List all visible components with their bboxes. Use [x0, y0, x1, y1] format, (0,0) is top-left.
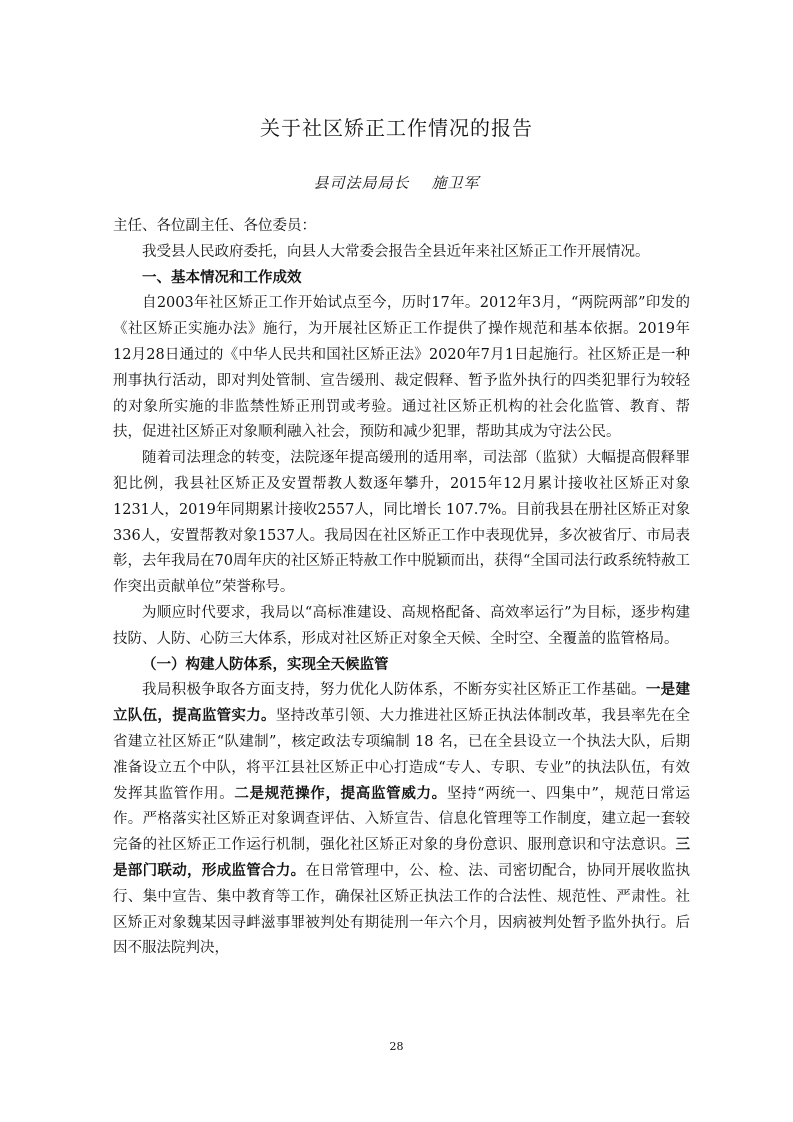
point-3-text: 在日常管理中，公、检、法、司密切配合，协同开展收监执行、集中宣告、集中教育等工作，确保社区矫正执法工作的合法性、规范性、严肃性。社区矫正对象魏某因寻衅滋事罪被判处有期徒刑一年六个月，因病被判处暂予监外执行。后因不服法院判决，	[113, 862, 691, 957]
point-1-text: 坚持改革引领、大力推进社区矫正执法体制改革，我县率先在全省建立社区矫正“队建制”，核定政法专项编制 18 名，已在全县设立一个执法大队，后期准备设立五个中队，将平江县社区矫正中心打造成“专人、专职、专业”的执法队伍，有效发挥其监管作用。	[113, 708, 690, 802]
report-title: 关于社区矫正工作情况的报告	[260, 116, 533, 140]
paragraph-measures	[113, 678, 690, 962]
author-name: 施卫军	[431, 174, 480, 192]
author-title: 县司法局局长	[313, 174, 410, 192]
paragraph-goals: 为顺应时代要求，我局以“高标准建设、高规格配备、高效率运行”为目标，逐步构建技防、人防、心防三大体系，形成对社区矫正对象全天候、全时空、全覆盖的监管格局。	[113, 604, 690, 647]
measures-intro: 我局积极争取各方面支持，努力优化人防体系，不断夯实社区矫正工作基础。	[142, 682, 646, 699]
salutation: 主任、各位副主任、各位委员：	[113, 218, 316, 234]
point-3-heading: 三是部门联动，形成监管合力。	[113, 837, 690, 879]
intro-paragraph: 我受县人民政府委托，向县人大常委会报告全县近年来社区矫正工作开展情况。	[142, 243, 650, 260]
paragraph-statistics: 随着司法理念的转变，法院逐年提高缓刑的适用率，司法部（监狱）大幅提高假释罪犯比例，我县社区矫正及安置帮教人数逐年攀升，2015年12月累计接收社区矫正对象1231人，2019年同期累计接收2557人，同比增长 107.7%。目前我县在册社区矫正对象336人，安置帮教对象1537人。我局因在社区矫正工作中表现优异，多次被省厅、市局表彰，去年我局在70周年庆的社区矫正特赦工作中脱颖而出，获得“全国司法行政系统特赦工作突出贡献单位”荣誉称号。	[113, 450, 690, 596]
point-2-heading: 二是规范操作，提高监管威力。	[234, 785, 447, 802]
author-line	[0, 172, 793, 193]
report-body	[113, 214, 690, 962]
point-1-heading: 一是建立队伍，提高监管实力。	[113, 682, 690, 725]
page-number: 28	[389, 1040, 404, 1053]
subsection-heading-1: （一）构建人防体系，实现全天候监管	[142, 656, 389, 673]
point-2-text: 坚持“两统一、四集中”，规范日常运作。严格落实社区矫正对象调查评估、入矫宣告、信息化管理等工作制度，建立起一套较完备的社区矫正工作运行机制，强化社区矫正对象的身份意识、服刑意识和守法意识。	[113, 785, 691, 854]
paragraph-background: 自2003年社区矫正工作开始试点至今，历时17年。2012年3月，“两院两部”印发的《社区矫正实施办法》施行，为开展社区矫正工作提供了操作规范和基本依据。2019年12月28日通过的《中华人民共和国社区矫正法》2020年7月1日起施行。社区矫正是一种刑事执行活动，即对判处管制、宣告缓刑、裁定假释、暂予监外执行的四类犯罪行为较轻的对象所实施的非监禁性矫正刑罚或考验。通过社区矫正机构的社会化监管、教育、帮扶，促进社区矫正对象顺利融入社会，预防和减少犯罪，帮助其成为守法公民。	[113, 295, 690, 441]
section-heading-1: 一、基本情况和工作成效	[142, 269, 302, 286]
